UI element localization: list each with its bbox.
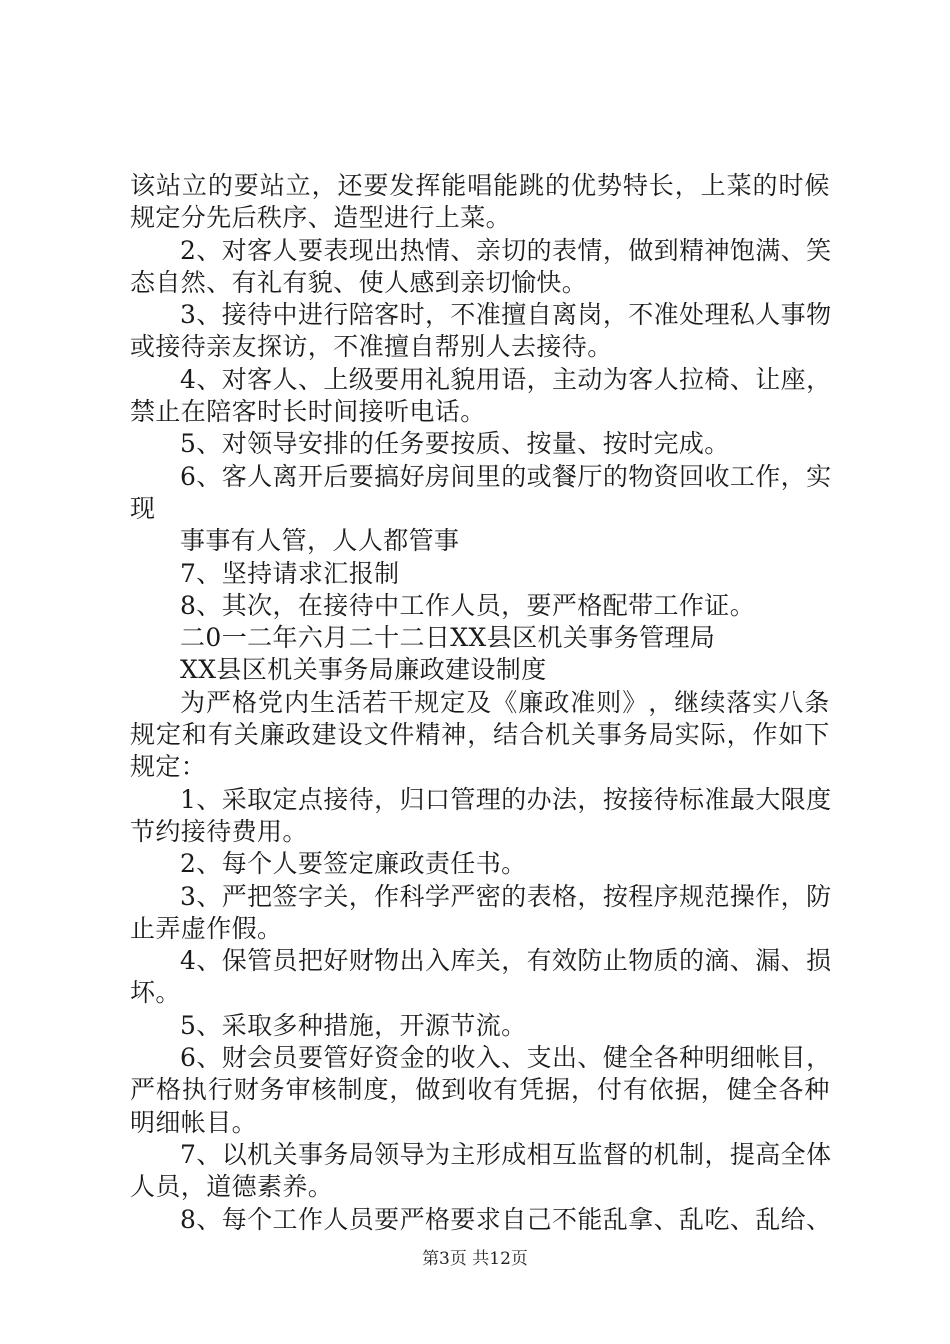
text-line: 禁止在陪客时长时间接听电话。	[130, 397, 486, 427]
text-line: 4 、 保 管 员 把 好 财 物 出 入 库 关 ， 有 效 防 止 物 质 的 滴 、 漏 、 损	[180, 946, 832, 976]
text-line: 3 、 严 把 签 字 关 ， 作 科 学 严 密 的 表 格 ， 按 程 序 规 范 操 作 ， 防	[180, 881, 832, 911]
text-line: 坏。	[130, 978, 181, 1008]
text-line: 严 格 执 行 财 务 审 核 制 度 ， 做 到 收 有 凭 据 ， 付 有 依 据 ， 健 全 各 种	[130, 1075, 830, 1105]
text-line: 现	[130, 493, 156, 523]
text-line: 规定：	[130, 752, 207, 782]
text-line: 或接待亲友探访，不准擅自帮别人去接待。	[130, 332, 613, 362]
text-line: 7 、 以 机 关 事 务 局 领 导 为 主 形 成 相 互 监 督 的 机 制 ， 提 高 全 体	[180, 1139, 832, 1169]
text-line: 节约接待费用。	[130, 816, 308, 846]
text-line: 2、每个人要签定廉政责任书。	[180, 849, 527, 879]
text-line: 二0一二年六月二十二日XX县区机关事务管理局	[180, 623, 716, 653]
text-line: 2 、 对 客 人 要 表 现 出 热 情 、 亲 切 的 表 情 ， 做 到 精 神 饱 满 、 笑	[180, 235, 832, 265]
text-line: 为 严 格 党 内 生 活 若 干 规 定 及 《 廉 政 准 则 》 ， 继 续 落 实 八 条	[180, 687, 830, 717]
text-line: 1 、 采 取 定 点 接 待 ， 归 口 管 理 的 办 法 ， 按 接 待 标 准 最 大 限 度	[180, 784, 832, 814]
text-line: 止弄虚作假。	[130, 913, 283, 943]
text-line: 4 、 对 客 人 、 上 级 要 用 礼 貌 用 语 ， 主 动 为 客 人 拉 椅 、 让 座 ，	[180, 364, 832, 394]
text-line: 态自然、有礼有貌、使人感到亲切愉快。	[130, 267, 588, 297]
page-footer: 第3页 共12页	[422, 1249, 528, 1269]
text-line: 7、坚持请求汇报制	[180, 558, 400, 588]
text-line: 5、采取多种措施，开源节流。	[180, 1010, 527, 1040]
text-line: 6 、 客 人 离 开 后 要 搞 好 房 间 里 的 或 餐 厅 的 物 资 回 收 工 作 ， 实	[180, 461, 832, 491]
text-line: 规定分先后秩序、造型进行上菜。	[130, 203, 512, 233]
text-line: 8、其次，在接待中工作人员，要严格配带工作证。	[180, 590, 756, 620]
text-line: 6 、 财 会 员 要 管 好 资 金 的 收 入 、 支 出 、 健 全 各 种 明 细 帐 目 ，	[180, 1043, 832, 1073]
text-line: 5、对领导安排的任务要按质、按量、按时完成。	[180, 429, 730, 459]
text-line: 该 站 立 的 要 站 立 ， 还 要 发 挥 能 唱 能 跳 的 优 势 特 长 ， 上 菜 的 时 候	[130, 171, 830, 200]
text-line: 明细帐目。	[130, 1107, 258, 1137]
text-line: 8 、 每 个 工 作 人 员 要 严 格 要 求 自 己 不 能 乱 拿 、 乱 吃 、 乱 给 、	[180, 1204, 832, 1234]
text-line: 事事有人管，人人都管事	[180, 526, 460, 556]
text-line: 规 定 和 有 关 廉 政 建 设 文 件 精 神 ， 结 合 机 关 事 务 局 实 际 ， 作 如 下	[130, 720, 830, 750]
text-line: 人员，道德素养。	[130, 1172, 334, 1202]
text-line: 3 、 接 待 中 进 行 陪 客 时 ， 不 准 擅 自 离 岗 ， 不 准 处 理 私 人 事 物	[180, 300, 832, 330]
document-body	[130, 170, 830, 1236]
text-line: XX县区机关事务局廉政建设制度	[180, 655, 547, 685]
